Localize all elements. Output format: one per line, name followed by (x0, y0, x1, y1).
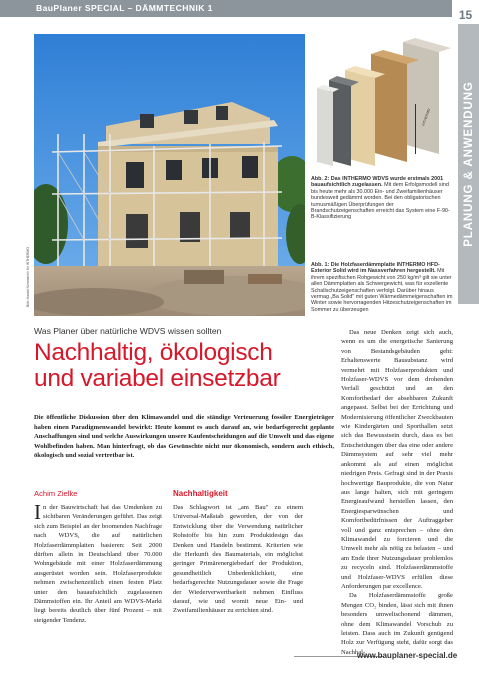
body-column-3-para-1: Das neue Denken zeigt sich auch, wenn es um die energetische Sanierung von Bestandsgebäuden geht: Erhaltenswerte Bausubstanz wird vermehrt mit Holzfaserprodukten und Holzfaser-WDVS vor dem drohenden Verfall geschützt und an den Komfortbedarf der absehbaren Zukunft angepasst. Selbst bei der Errichtung und Modernisierung öffentlicher Zweckbauten wie Kindergärten und Sporthallen setzt sich das Bewusstsein durch, dass es bei Entscheidungen über das eine oder andere Dämmsystem auf sehr viel mehr ankommt als auf einen möglichst niedrigen Preis. Gefragt sind in der Praxis hochwertige Bauprodukte, die von Natur aus lange halten, sich mit geringem Energieaufwand herstellen lassen, den Energiesparwünschen und Komfortbedürfnissen der Auftraggeber voll und ganz entsprechen – ohne den Klimawandel zu forcieren und die Umwelt mehr als nötig zu belasten – und am Ende ihrer Nutzungsdauer problemlos zu recyceln sind. Holzfaserdämmstoffe und Holzfaser-WDVS erfüllen diese Anforderungen par excellence. (341, 329, 453, 590)
article-headline (34, 340, 334, 392)
drop-cap: I (34, 500, 41, 524)
body-column-3-para-2: Da Holzfaserdämmstoffe große Mengen CO₂ binden, lässt sich mit ihnen besonders umweltschonend dämmen, ohne dem Klimawandel Vorschub zu leisten. Dass auch im Zukunft genügend Holz zur Verfügung steht, dafür sorgt das Nachhal- (341, 592, 453, 656)
body-column-1-text: n der Bauwirtschaft hat das Umdenken zu sichtbaren Veränderungen geführt. Das zeigt sich zum Beispiel an der boomenden Nachfrage nach WDVS, die auf natürlichen Holzfaserdämmplatten basieren: Seit 2000 dürften allein in Deutschland über 70.000 Wohngebäude mit einer Holzfaserdämmung ausgerüstet worden sein. Holzfaserprodukte nehmen zwischenzeitlich einen festen Platz unter den bauaufsichtlich zugelassenen Dämmstoffen ein. Ihr Anteil am WDVS-Markt liegt bereits deutlich über fünf Prozent – mit steigender Tendenz. (34, 504, 162, 624)
body-column-3 (341, 328, 453, 657)
house-photo-image (34, 34, 305, 316)
header-bar (0, 0, 452, 17)
body-column-1 (34, 500, 162, 625)
photo-credit-text: Bild: Harald Nümmerich für INTHERMO (26, 247, 30, 307)
caption-wall-text: Mit dem Erfolgsmodell sind bis heute mehr als 30.000 Ein- und Zweifamilienhäuser bundesweit gedämmt worden. Bei den obligatorischen turnusmäßigen Überprüfungen der Brandschutzeigenschaften erreicht das System eine F-90-B-Klassifizierung (311, 182, 450, 221)
side-label-text: PLANUNG & ANWENDUNG (462, 81, 475, 247)
footer-url[interactable]: www.bauplaner-special.de (357, 651, 458, 660)
caption-wall-bold: Abb. 2: Das INTHERMO WDVS wurde erstmals 2001 bauaufsichtlich zugelassen. (311, 176, 444, 189)
svg-text:INTHERMO: INTHERMO (421, 107, 432, 127)
article-lead: Die öffentliche Diskussion über den Klimawandel und die ständige Verteuerung fossiler Energieträger haben einen Paradigmenwandel bewirkt: Heute kommt es auch darauf an, wie bedarfsgerecht geplante Anschaffungen sind und welche Auswirkungen unsere Kaufentscheidungen auf die Umwelt und das eigene Wohlbefinden haben. Man hinterfragt, ob das Gewünschte nicht nur ökonomisch, sondern auch ethisch, ökologisch und sozial vertretbar ist. (34, 414, 334, 460)
caption-wall (311, 176, 453, 221)
side-label (458, 24, 479, 304)
page-number: 15 (452, 0, 479, 24)
article-kicker: Was Planer über natürliche WDVS wissen sollten (34, 326, 222, 336)
article-subhead: Nachhaltigkeit (173, 489, 228, 498)
header-title: BauPlaner SPECIAL – DÄMMTECHNIK 1 (36, 3, 213, 13)
article-author: Achim Zielke (34, 489, 78, 498)
headline-line-2: und variabel einsetzbar (34, 365, 281, 392)
headline-line-1: Nachhaltig, ökologisch (34, 339, 273, 366)
wall-photo (311, 34, 452, 171)
caption-board-text: Mit ihrem spezifischen Rohgewicht von 250 kg/m³ gilt sie unter allen Dämmplatten als Schwergewicht, was für exzellente Schallschutzeigenschaften verfolgt. Darüber hinaus vermag „Ba Solid" mit guten Wärmedämmeigenschaften im Winter sowie hervorragenden Hitzeschutzeigenschaften im Sommer zu überzeugen (311, 268, 453, 313)
body-column-2: Das Schlagwort ist „am Bau" zu einem Universal-Maßstab geworden, der von der Entwicklung über die Verwendung natürlicher Rohstoffe bis hin zum Produktdesign das Denken und Handeln bestimmt. Kriterien wie die Herkunft des Baumaterials, ein möglichst geringer Primärenergiebedarf der Produktion, gesundheitlich Unbedenklichkeit, eine bedarfsgerechte Nutzungsdauer sowie die Frage der Wiederverwertbarkeit nehmen Einfluss darauf, wie und womit neue Ein- und Zweifamilienhäuser zu errichten sind. (173, 504, 303, 615)
wall-buildup-image (311, 34, 452, 171)
caption-board-bold: Abb. 1: Die Holzfaserdämmplatte INTHERMO HFD-Exterior Solid wird im Nassverfahren hergestellt. (311, 262, 440, 275)
photo-credit (23, 238, 33, 316)
house-photo (34, 34, 305, 316)
caption-board (311, 262, 453, 313)
